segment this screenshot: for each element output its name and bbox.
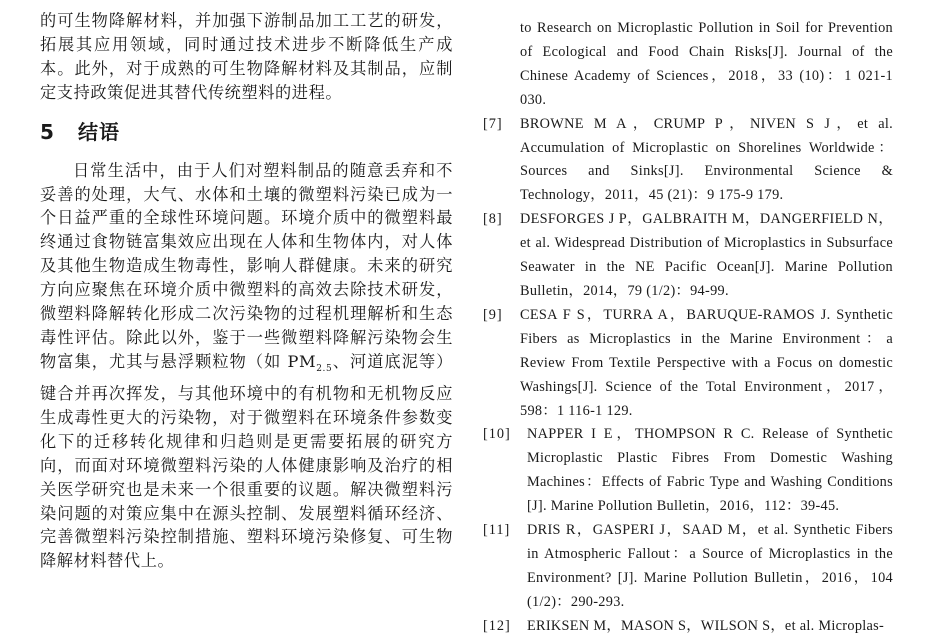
- reference-item-7: [483, 113, 893, 209]
- reference-item-10: [483, 423, 893, 519]
- reference-text: CESA F S，TURRA A，BARUQUE-RAMOS J. Synthetic Fibers as Microplastics in the Marine Environment：a Review From Textile Perspective with a Focus on domestic Washings[J]. Science of the Total Environment，2017，598：1 116-1 129.: [520, 306, 893, 419]
- paragraph-intro: 的可生物降解材料，并加强下游制品加工工艺的研发，拓展其应用领域，同时通过技术进步不断降低生产成本。此外，对于成熟的可生物降解材料及其制品，应制定支持政策促进其替代传统塑料的进程。: [40, 11, 453, 102]
- section-number: 5: [40, 119, 55, 144]
- reference-text: DRIS R，GASPERI J，SAAD M，et al. Synthetic Fibers in Atmospheric Fallout：a Source of Microplastics in the Environment? [J]. Marine Pollution Bulletin，2016，104 (1/2)：290-293.: [527, 522, 893, 610]
- reference-item-11: [483, 519, 893, 615]
- section-title: 结语: [78, 119, 120, 144]
- reference-item-9: [483, 304, 893, 424]
- reference-number: [12]: [483, 617, 511, 634]
- reference-item-6-continued: [483, 17, 893, 113]
- reference-text: DESFORGES J P，GALBRAITH M，DANGERFIELD N，et al. Widespread Distribution of Microplastics in Subsurface Seawater in the NE Pacific Ocean[J]. Marine Pollution Bulletin，2014，79 (1/2)：94-99.: [520, 211, 893, 299]
- reference-text: BROWNE M A，CRUMP P，NIVEN S J，et al. Accumulation of Microplastic on Shorelines Worldwide：Sources and Sinks[J]. Environmental Science & Technology，2011，45 (21)：9 175-9 179.: [520, 115, 893, 204]
- left-column: [40, 0, 453, 573]
- paragraph-conclusion-part-b: 、河道底泥等）键合并再次挥发，与其他环境中的有机物和无机物反应生成毒性更大的污染物，对于微塑料在环境条件参数变化下的迁移转化规律和归趋则是更需要拓展的研究方向，而面对环境微塑料污染的人体健康影响及治疗的相关医学研究也是未来一个很重要的议题。解决微塑料污染问题的对策应集中在源头控制、发展塑料循环经济、完善微塑料污染控制措施、塑料环境污染修复、可生物降解材料替代上。: [40, 351, 453, 571]
- reference-text: to Research on Microplastic Pollution in Soil for Prevention of Ecological and Food Chain Risks[J]. Journal of the Chinese Academy of Sciences，2018，33 (10)：1 021-1 030.: [520, 20, 893, 108]
- reference-number: [8]: [483, 211, 503, 228]
- reference-number: [9]: [483, 306, 503, 323]
- paragraph-conclusion: [40, 159, 453, 574]
- pm-subscript: 2.5: [316, 364, 333, 375]
- reference-number: [11]: [483, 522, 511, 539]
- reference-item-8: [483, 208, 893, 304]
- references-column: [483, 0, 893, 639]
- paragraph-conclusion-part-a: 日常生活中，由于人们对塑料制品的随意丢弃和不妥善的处理，大气、水体和土壤的微塑料污染已成为一个日益严重的全球性环境问题。环境介质中的微塑料最终通过食物链富集效应出现在人体和生物体内，对人体及其他生物造成生物毒性，影响人群健康。未来的研究方向应聚焦在环境介质中微塑料的高效去除技术研发，微塑料降解转化形成二次污染物的过程机理解析和生态毒性评估。除此以外，鉴于一些微塑料降解污染物会生物富集，尤其与悬浮颗粒物（如 PM: [40, 160, 453, 371]
- reference-number: [10]: [483, 426, 511, 443]
- reference-number: [7]: [483, 115, 503, 132]
- reference-text: NAPPER I E，THOMPSON R C. Release of Synthetic Microplastic Plastic Fibres From Domestic Washing Machines：Effects of Fabric Type and Washing Conditions [J]. Marine Pollution Bulletin，2016，112：39-45.: [527, 426, 893, 515]
- reference-item-12: [483, 615, 893, 639]
- section-heading: [40, 119, 453, 145]
- reference-text: ERIKSEN M，MASON S，WILSON S，et al. Microplas-: [527, 617, 885, 634]
